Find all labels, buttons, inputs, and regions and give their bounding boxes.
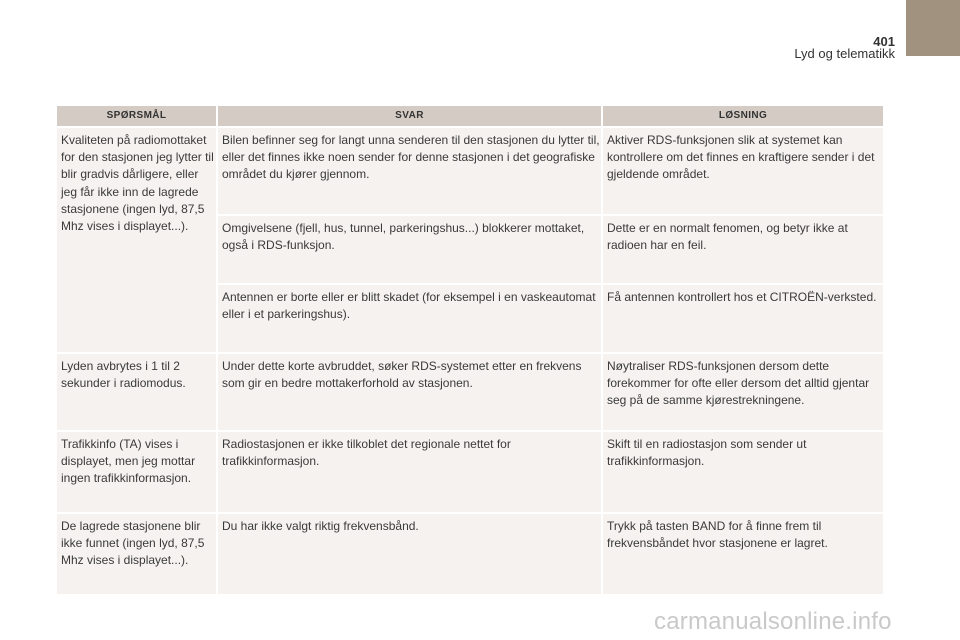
table-row	[218, 216, 885, 283]
answer-cell: Omgivelsene (fjell, hus, tunnel, parkeringshus...) blokkerer mottaket, også i RDS-funksjon.	[218, 216, 601, 283]
table-row-group	[57, 354, 885, 430]
chapter-tab	[906, 0, 960, 56]
answer-cell: Bilen befinner seg for langt unna senderen til den stasjonen du lytter til, eller det finnes ikke noen sender for denne stasjonen i det geografiske området du kjører gjennom.	[218, 128, 601, 214]
page-number: 401	[873, 34, 895, 49]
solution-cell: Få antennen kontrollert hos et CITROËN-verksted.	[603, 285, 883, 352]
solution-cell: Aktiver RDS-funksjonen slik at systemet kan kontrollere om det finnes en kraftigere sender i det gjeldende området.	[603, 128, 883, 214]
answer-cell: Antennen er borte eller er blitt skadet (for eksempel i en vaskeautomat eller i et parkeringshus).	[218, 285, 601, 352]
table-header	[57, 106, 885, 126]
table-row-group	[57, 432, 885, 512]
solution-cell: Trykk på tasten BAND for å finne frem til frekvensbåndet hvor stasjonene er lagret.	[603, 514, 883, 594]
solution-cell: Dette er en normalt fenomen, og betyr ikke at radioen har en feil.	[603, 216, 883, 283]
troubleshooting-table	[57, 106, 885, 596]
solution-cell: Skift til en radiostasjon som sender ut trafikkinformasjon.	[603, 432, 883, 512]
table-row	[218, 354, 885, 430]
question-cell: De lagrede stasjonene blir ikke funnet (ingen lyd, 87,5 Mhz vises i displayet...).	[57, 514, 216, 594]
question-cell: Lyden avbrytes i 1 til 2 sekunder i radiomodus.	[57, 354, 216, 430]
table-row-group	[57, 128, 885, 352]
column-header-question: SPØRSMÅL	[57, 106, 216, 126]
question-cell: Trafikkinfo (TA) vises i displayet, men jeg mottar ingen trafikkinformasjon.	[57, 432, 216, 512]
solution-cell: Nøytraliser RDS-funksjonen dersom dette forekommer for ofte eller dersom det alltid gjentar seg på de samme kjørestrekningene.	[603, 354, 883, 430]
answer-cell: Radiostasjonen er ikke tilkoblet det regionale nettet for trafikkinformasjon.	[218, 432, 601, 512]
answer-cell: Under dette korte avbruddet, søker RDS-systemet etter en frekvens som gir en bedre mottakerforhold av stasjonen.	[218, 354, 601, 430]
column-header-solution: LØSNING	[603, 106, 883, 126]
table-row	[218, 432, 885, 512]
watermark: carmanualsonline.info	[654, 608, 892, 635]
answer-cell: Du har ikke valgt riktig frekvensbånd.	[218, 514, 601, 594]
table-row	[218, 514, 885, 594]
table-row-group	[57, 514, 885, 594]
table-row	[218, 128, 885, 214]
column-header-answer: SVAR	[218, 106, 601, 126]
question-cell: Kvaliteten på radiomottaket for den stasjonen jeg lytter til blir gradvis dårligere, eller jeg får ikke inn de lagrede stasjonene (ingen lyd, 87,5 Mhz vises i displayet...).	[57, 128, 216, 352]
section-title: Lyd og telematikk	[794, 46, 895, 61]
table-row	[218, 285, 885, 352]
